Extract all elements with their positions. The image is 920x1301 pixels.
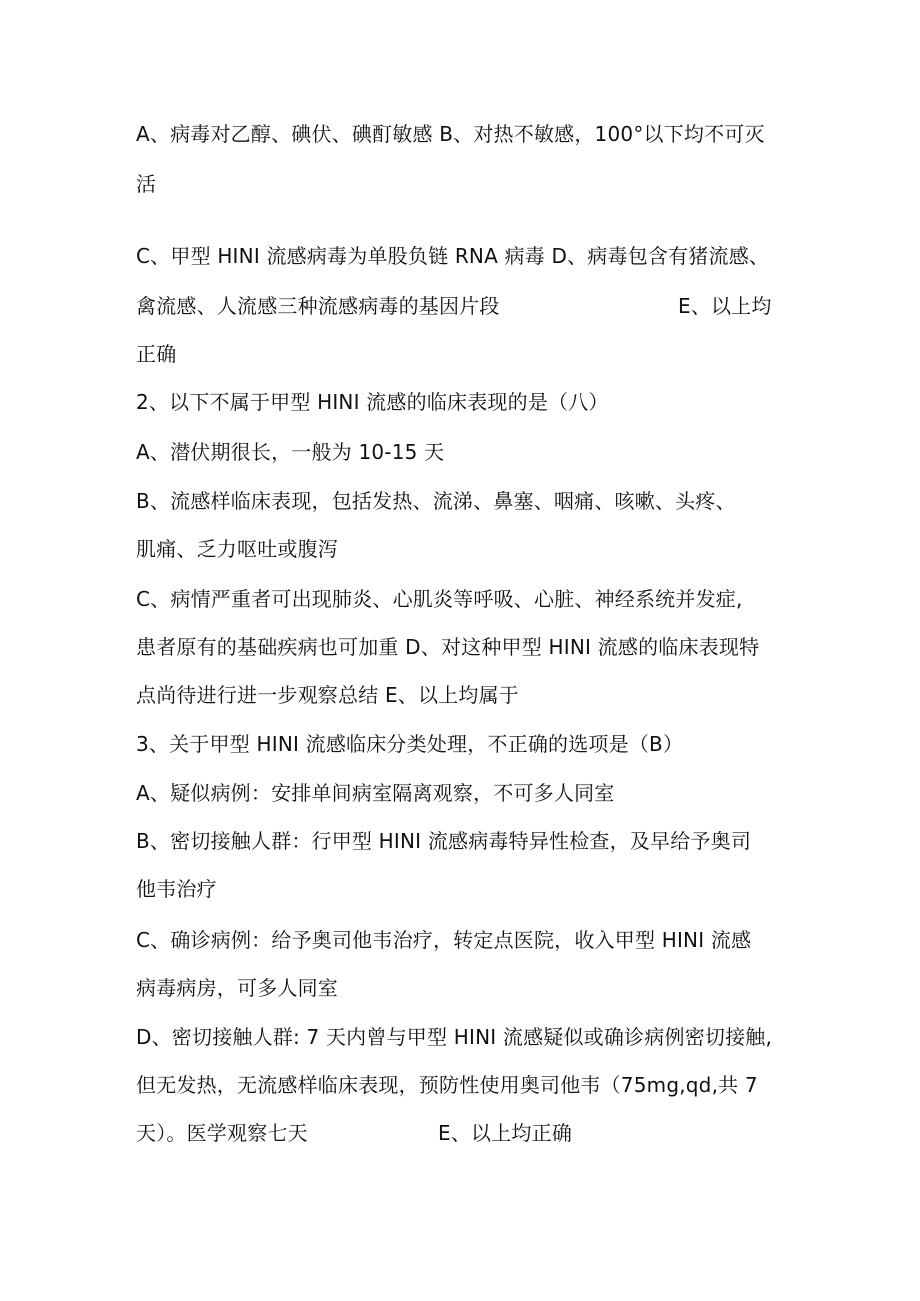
text-line: A、潜伏期很长，一般为 10-15 天 <box>136 440 445 464</box>
text-line: 活 <box>136 172 157 196</box>
text-line: B、密切接触人群：行甲型 HINI 流感病毒特异性检查，及早给予奥司 <box>136 829 752 853</box>
text-line <box>136 292 796 320</box>
text-line: C、病情严重者可出现肺炎、心肌炎等呼吸、心脏、神经系统并发症, <box>136 587 743 611</box>
text-line: 患者原有的基础疾病也可加重 D、对这种甲型 HINI 流感的临床表现特 <box>136 635 760 659</box>
text-line: 肌痛、乏力呕吐或腹泻 <box>136 537 338 561</box>
text-line <box>136 1119 796 1147</box>
text-line: 2、以下不属于甲型 HINI 流感的临床表现的是（八） <box>136 390 609 414</box>
text-segment: 禽流感、人流感三种流感病毒的基因片段 <box>136 294 500 318</box>
text-line: C、甲型 HINI 流感病毒为单股负链 RNA 病毒 D、病毒包含有猪流感、 <box>136 244 770 268</box>
text-segment: E、以上均正确 <box>438 1121 573 1145</box>
text-segment: 天）。医学观察七天 <box>136 1121 308 1145</box>
text-segment: E、以上均 <box>678 294 772 318</box>
text-line: D、密切接触人群: 7 天内曾与甲型 HINI 流感疑似或确诊病例密切接触, <box>136 1025 773 1049</box>
text-line: B、流感样临床表现，包括发热、流涕、鼻塞、咽痛、咳嗽、头疼、 <box>136 489 736 513</box>
text-line: 正确 <box>136 342 177 366</box>
text-line: 但无发热，无流感样临床表现，预防性使用奥司他韦（75mg,qd,共 7 <box>136 1073 758 1097</box>
text-line: C、确诊病例：给予奥司他韦治疗，转定点医院，收入甲型 HINI 流感 <box>136 928 752 952</box>
text-line: A、疑似病例：安排单间病室隔离观察，不可多人同室 <box>136 781 615 805</box>
text-line: 点尚待进行进一步观察总结 E、以上均属于 <box>136 683 519 707</box>
text-line: 3、关于甲型 HINI 流感临床分类处理，不正确的选项是（B） <box>136 732 684 756</box>
text-line: A、病毒对乙醇、碘伏、碘酊敏感 B、对热不敏感，100°以下均不可灭 <box>136 122 765 146</box>
text-line: 他韦治疗 <box>136 877 217 901</box>
text-line: 病毒病房，可多人同室 <box>136 976 338 1000</box>
